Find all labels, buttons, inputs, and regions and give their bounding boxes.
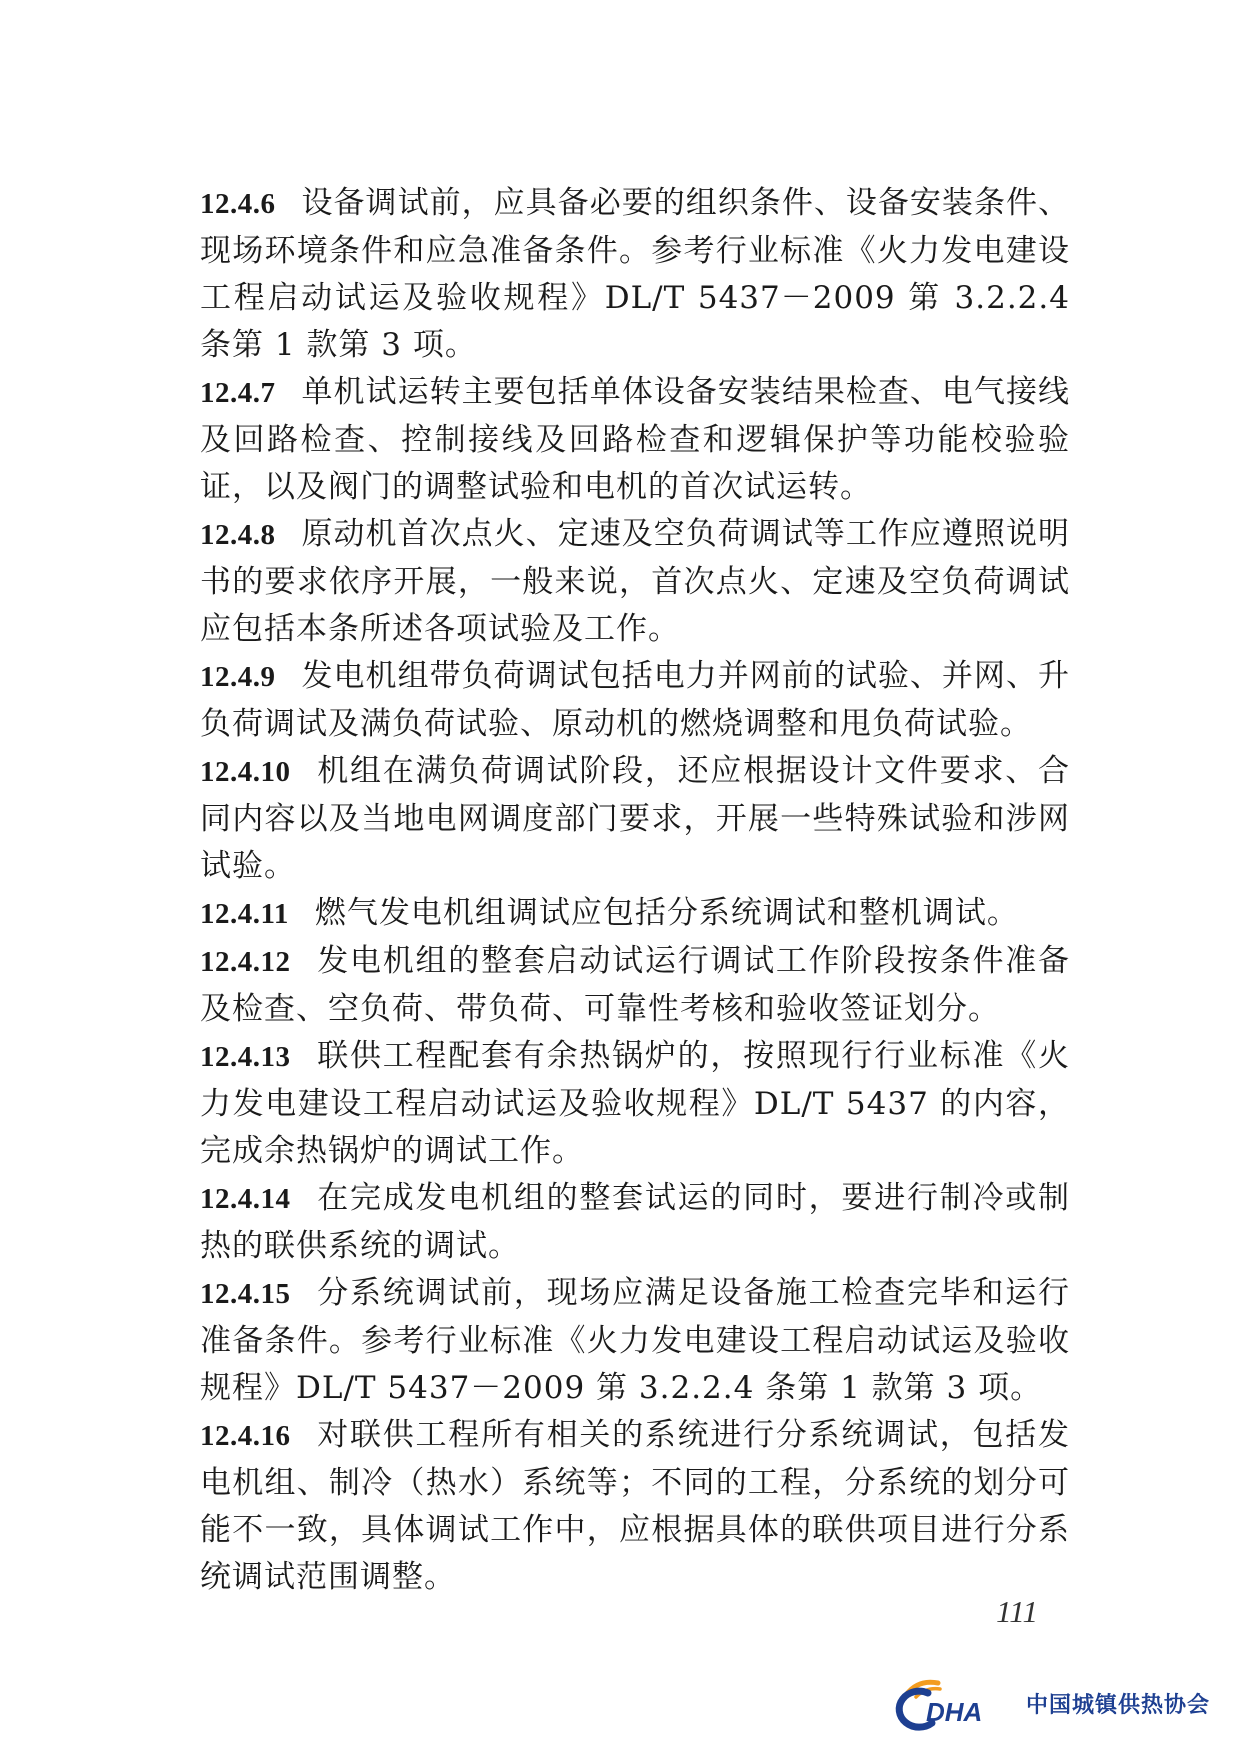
footer-logo (888, 1675, 1210, 1731)
clause-text: 机组在满负荷调试阶段，还应根据设计文件要求、合同内容以及当地电网调度部门要求，开展一些特殊试验和涉网试验。 (200, 753, 1070, 884)
dha-logo-icon (888, 1675, 1018, 1731)
clause (200, 938, 1070, 1033)
clause-text: 在完成发电机组的整套试运的同时，要进行制冷或制热的联供系统的调试。 (200, 1180, 1070, 1264)
clause-text: 单机试运转主要包括单体设备安装结果检查、电气接线及回路检查、控制接线及回路检查和逻辑保护等功能校验验证，以及阀门的调整试验和电机的首次试运转。 (200, 374, 1070, 505)
clause-number: 12.4.14 (200, 1183, 291, 1215)
clause-number: 12.4.15 (200, 1278, 291, 1310)
clause-text: 原动机首次点火、定速及空负荷调试等工作应遵照说明书的要求依序开展，一般来说，首次点火、定速及空负荷调试应包括本条所述各项试验及工作。 (200, 516, 1070, 647)
clause (200, 1270, 1070, 1412)
clause (200, 748, 1070, 890)
clause-number: 12.4.9 (200, 661, 276, 693)
clause-number: 12.4.12 (200, 946, 291, 978)
clause (200, 369, 1070, 511)
clause (200, 1033, 1070, 1175)
clause (200, 180, 1070, 369)
clause-text: 分系统调试前，现场应满足设备施工检查完毕和运行准备条件。参考行业标准《火力发电建设工程启动试运及验收规程》DL/T 5437－2009 第 3.2.2.4 条第 1 款第 3 项。 (200, 1275, 1070, 1406)
clause-number: 12.4.8 (200, 519, 276, 551)
clause (200, 1412, 1070, 1601)
document-body (200, 180, 1070, 1601)
clause (200, 890, 1070, 938)
svg-text:DHA: DHA (925, 1697, 983, 1727)
page-number: 111 (996, 1594, 1038, 1629)
clause-text: 发电机组带负荷调试包括电力并网前的试验、并网、升负荷调试及满负荷试验、原动机的燃烧调整和甩负荷试验。 (200, 658, 1070, 742)
clause-text: 燃气发电机组调试应包括分系统调试和整机调试。 (314, 895, 1019, 931)
clause-number: 12.4.10 (200, 756, 291, 788)
organization-name: 中国城镇供热协会 (1025, 1692, 1210, 1718)
clause (200, 511, 1070, 653)
clause-number: 12.4.16 (200, 1420, 291, 1452)
clause-number: 12.4.11 (200, 898, 289, 930)
clause-number: 12.4.6 (200, 188, 276, 220)
clause (200, 653, 1070, 748)
clause-number: 12.4.13 (200, 1041, 291, 1073)
clause-text: 对联供工程所有相关的系统进行分系统调试，包括发电机组、制冷（热水）系统等；不同的工程，分系统的划分可能不一致，具体调试工作中，应根据具体的联供项目进行分系统调试范围调整。 (200, 1417, 1070, 1595)
clause-text: 联供工程配套有余热锅炉的，按照现行行业标准《火力发电建设工程启动试运及验收规程》DL/T 5437 的内容，完成余热锅炉的调试工作。 (200, 1038, 1070, 1169)
clause-text: 设备调试前，应具备必要的组织条件、设备安装条件、现场环境条件和应急准备条件。参考行业标准《火力发电建设工程启动试运及验收规程》DL/T 5437－2009 第 3.2.2.4 条第 1 款第 3 项。 (200, 185, 1070, 363)
clause-text: 发电机组的整套启动试运行调试工作阶段按条件准备及检查、空负荷、带负荷、可靠性考核和验收签证划分。 (200, 943, 1070, 1027)
clause (200, 1175, 1070, 1270)
clause-number: 12.4.7 (200, 377, 276, 409)
